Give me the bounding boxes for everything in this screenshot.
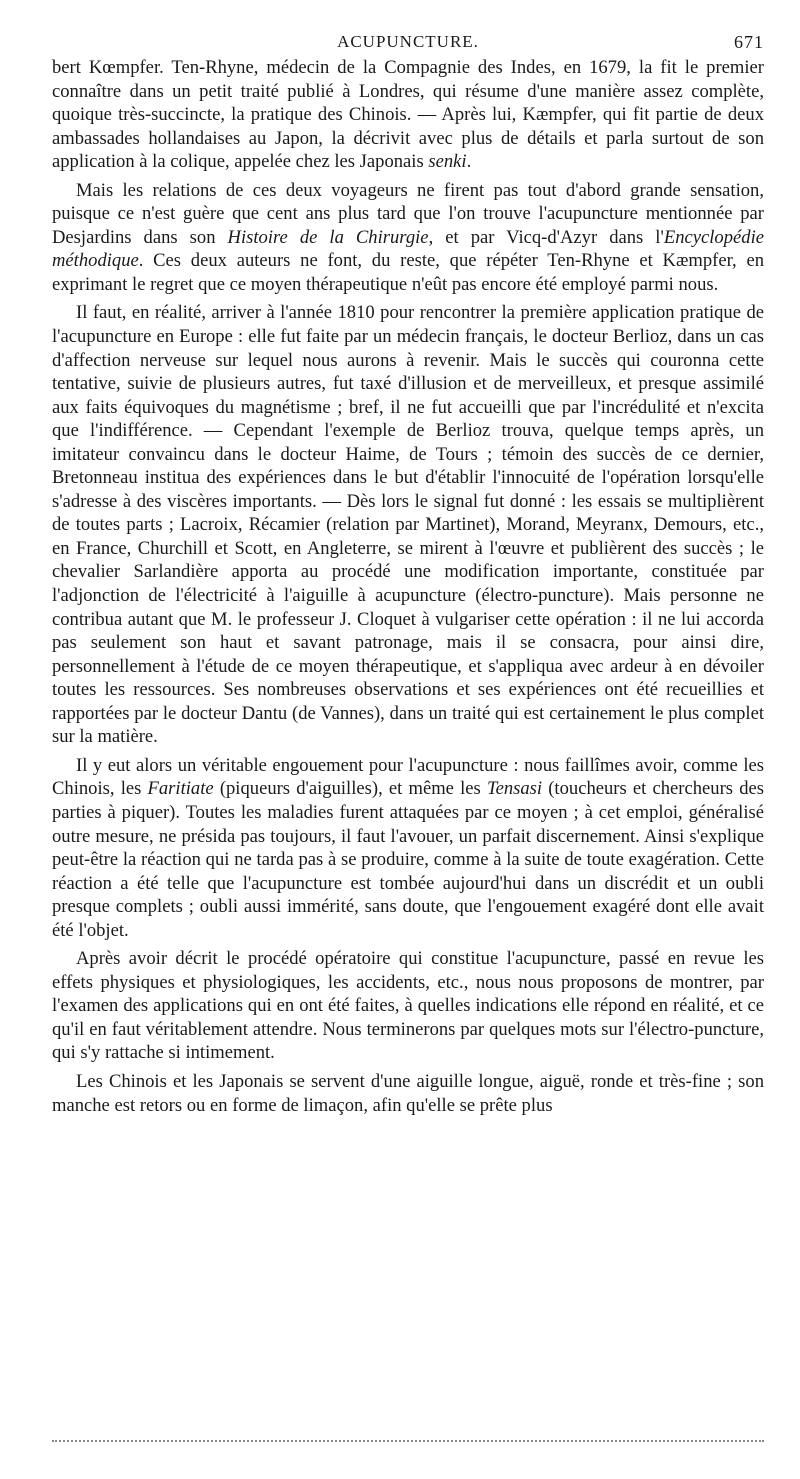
text-run: . bbox=[466, 151, 472, 173]
running-head bbox=[52, 28, 764, 56]
bottom-dotted-rule bbox=[52, 1440, 764, 1442]
text-run: (toucheurs et chercheurs des parties à piquer). Toutes les maladies furent attaquées par ce moyen ; à cet emploi, généralisé outre mesure, ne présida pas toujours, il faut l'avouer, un parfait discernement. Ainsi s'explique peut-être la réaction qui ne tarda pas à se produire, comme à la suite de toute exagération. Cette réaction a été telle que l'acupuncture est tombée aujourd'hui dans un discrédit et un oubli presque complets ; oubli aussi immérité, sans doute, que l'engouement exagéré dont elle avait été l'objet. bbox=[52, 778, 764, 941]
text-run: Mais les relations de ces deux voyageurs ne firent pas tout d'abord grande sensation, puisque ce n'est guère que cent ans plus tard que l'on trouve l'acupuncture mentionnée par Desjardins dans son bbox=[52, 179, 764, 248]
italic-title: Encyclopédie méthodique bbox=[52, 226, 764, 272]
paragraph-6 bbox=[52, 1070, 764, 1117]
page-body bbox=[52, 56, 764, 1117]
page-number: 671 bbox=[734, 32, 764, 52]
text-run: Les Chinois et les Japonais se servent d'une aiguille longue, aiguë, ronde et très-fine ; son manche est retors ou en forme de limaçon, afin qu'elle se prête plus bbox=[52, 1070, 764, 1116]
italic-term: Faritiate bbox=[147, 778, 214, 800]
text-run: Après avoir décrit le procédé opératoire qui constitue l'acupuncture, passé en revue les effets physiques et physiologiques, les accidents, etc., nous nous proposons de montrer, par l'examen des applications qui en ont été faites, à quelles indications elle répond en réalité, et ce qu'il en faut véritablement attendre. Nous terminerons par quelques mots sur l'électro-puncture, qui s'y rattache si intimement. bbox=[52, 948, 764, 1064]
paragraph-3 bbox=[52, 301, 764, 748]
book-page bbox=[52, 28, 764, 1448]
text-run: . Ces deux auteurs ne font, du reste, que répéter Ten-Rhyne et Kæmpfer, en exprimant le regret que ce moyen thérapeutique n'eût pas encore été employé parmi nous. bbox=[52, 250, 764, 295]
text-run: Il y eut alors un véritable engouement pour l'acupuncture : nous faillîmes avoir, comme les Chinois, les bbox=[52, 754, 764, 800]
paragraph-4 bbox=[52, 754, 764, 942]
italic-term: senki bbox=[428, 151, 467, 173]
text-run: , et par Vicq-d'Azyr dans l' bbox=[428, 226, 664, 248]
paragraph-1 bbox=[52, 56, 764, 174]
text-run: (piqueurs d'aiguilles), et même les bbox=[213, 778, 487, 800]
text-run: bert Kœmpfer. Ten-Rhyne, médecin de la Compagnie des Indes, en 1679, la fit le premier connaître dans un petit traité publié à Londres, qui résume d'une manière assez complète, quoique très-succincte, la pratique des Chinois. — Après lui, Kæmpfer, qui fit partie de deux ambassades hollandaises au Japon, la décrivit avec plus de détails et parla surtout de son application à la colique, appelée chez les Japonais bbox=[52, 57, 764, 173]
italic-title: Histoire de la Chirurgie bbox=[227, 226, 429, 248]
paragraph-5 bbox=[52, 947, 764, 1065]
italic-term: Tensasi bbox=[486, 778, 543, 800]
paragraph-2 bbox=[52, 179, 764, 297]
page-title: ACUPUNCTURE. bbox=[337, 32, 479, 51]
text-run: Il faut, en réalité, arriver à l'année 1810 pour rencontrer la première application pratique de l'acupuncture en Europe : elle fut faite par un médecin français, le docteur Berlioz, dans un cas d'affection nerveuse sur lequel nous aurons à revenir. Mais le succès qui couronna cette tentative, suivie de plusieurs autres, fut taxé d'illusion et de merveilleux, et presque assimilé aux faits équivoques du magnétisme ; bref, il ne fut accueilli que par l'incrédulité et n'excita que l'indifférence. — Cependant l'exemple de Berlioz trouva, quelque temps après, un imitateur convaincu dans le docteur Haime, de Tours ; témoin des succès de ce dernier, Bretonneau institua des expériences dans le but d'établir l'innocuité de l'opération lorsqu'elle s'adresse à des viscères importants. — Dès lors le signal fut donné : les essais se multiplièrent de toutes parts ; Lacroix, Récamier (relation par Martinet), Morand, Meyranx, Demours, etc., en France, Churchill et Scott, en Angleterre, se mirent à l'œuvre et publièrent des succès ; le chevalier Sarlandière apporta au procédé une modification importante, constituée par l'adjonction de l'électricité à l'aiguille à acupuncture (électro-puncture). Mais personne ne contribua autant que M. le professeur J. Cloquet à vulgariser cette opération : il ne lui accorda pas seulement son haut et savant patronage, mais il se consacra, pour ainsi dire, personnellement à l'étude de ce moyen thérapeutique, et s'appliqua avec ardeur à en dévoiler toutes les ressources. Ses nombreuses observations et ses expériences ont été recueillies et rapportées par le docteur Dantu (de Vannes), dans un traité qui est certainement le plus complet sur la matière. bbox=[52, 302, 764, 748]
